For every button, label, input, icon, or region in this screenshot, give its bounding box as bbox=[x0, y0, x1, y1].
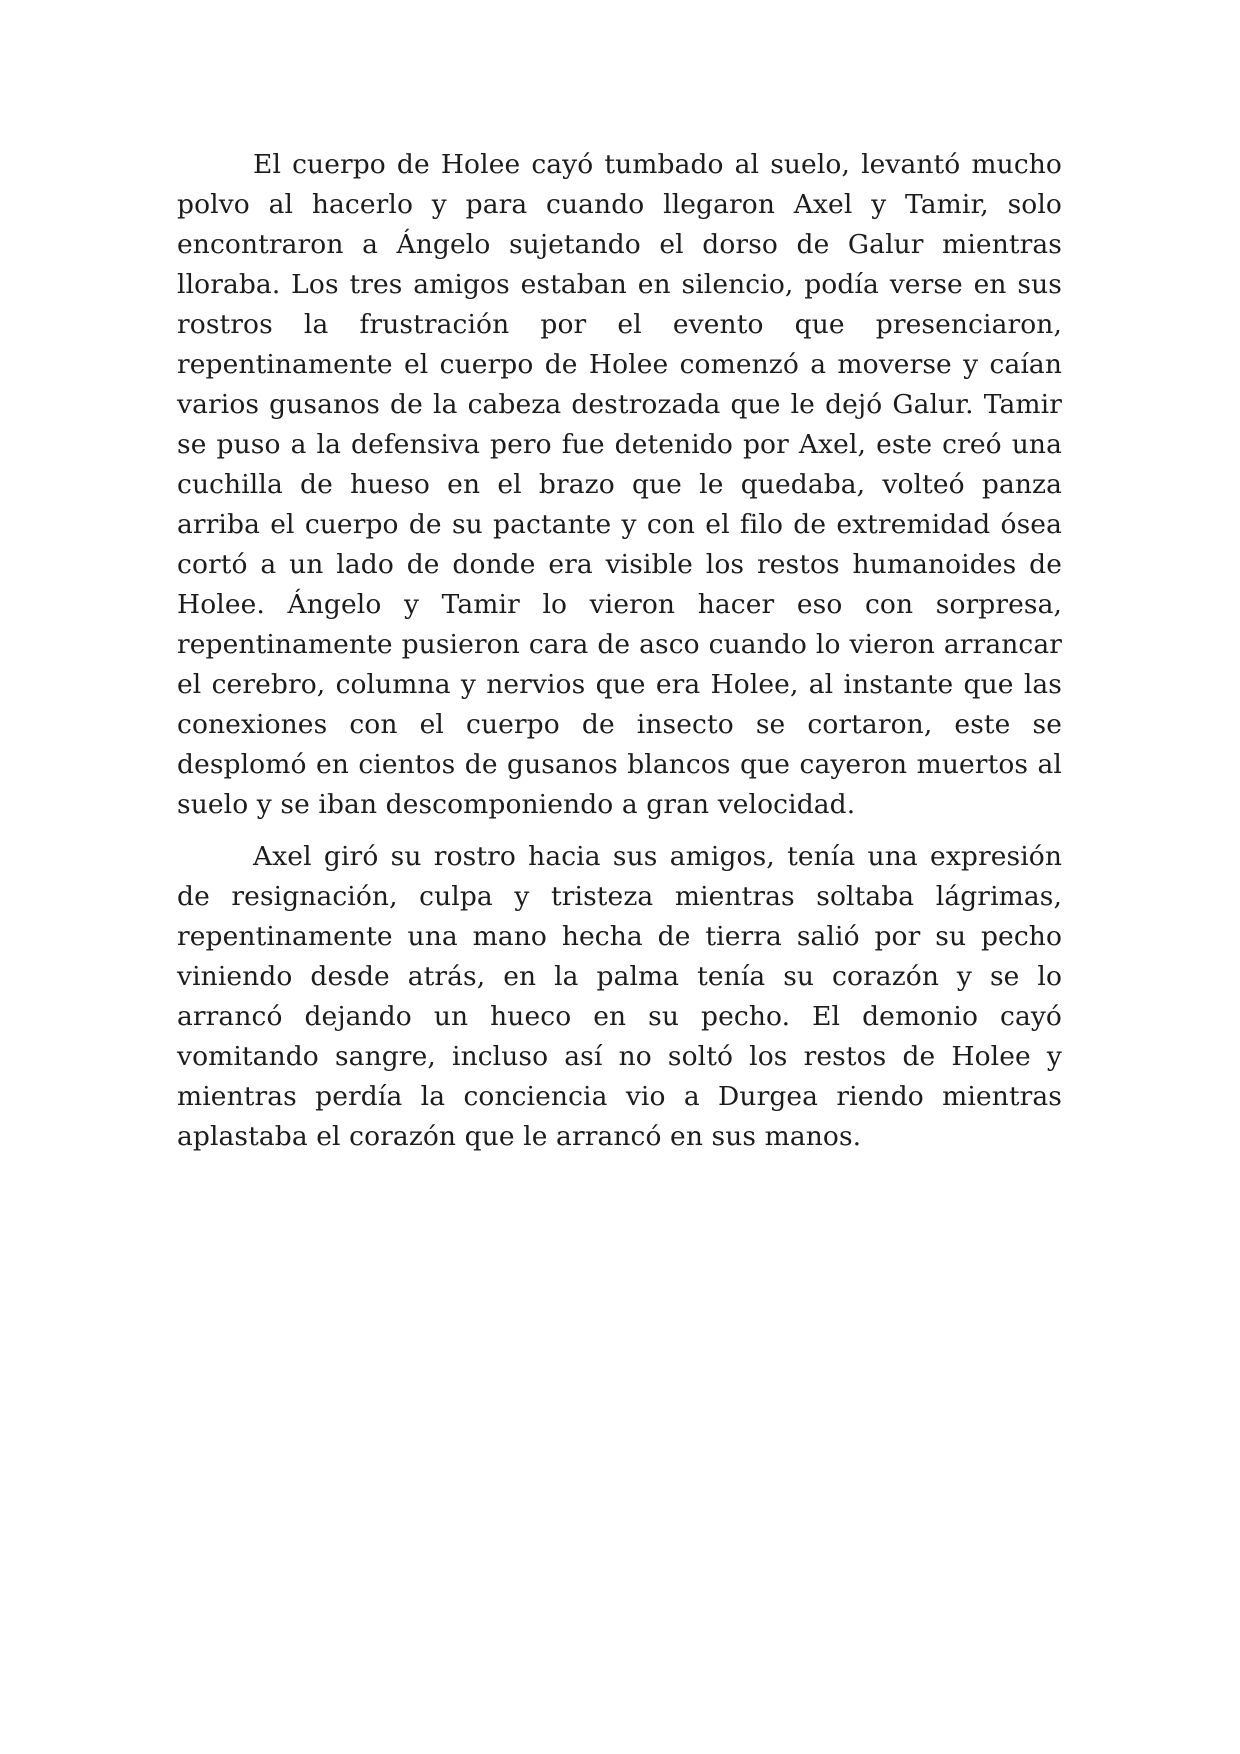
paragraph-2: Axel giró su rostro hacia sus amigos, tenía una expresión de resignación, culpa y tristeza mientras soltaba lágrimas, repentinamente una mano hecha de tierra salió por su pecho viniendo desde atrás, en la palma tenía su corazón y se lo arrancó dejando un hueco en su pecho. El demonio cayó vomitando sangre, incluso así no soltó los restos de Holee y mientras perdía la conciencia vio a Durgea riendo mientras aplastaba el corazón que le arrancó en sus manos. bbox=[177, 841, 1062, 1152]
body-text bbox=[177, 145, 1062, 1169]
paragraph-1: El cuerpo de Holee cayó tumbado al suelo, levantó mucho polvo al hacerlo y para cuando llegaron Axel y Tamir, solo encontraron a Ángelo sujetando el dorso de Galur mientras lloraba. Los tres amigos estaban en silencio, podía verse en sus rostros la frustración por el evento que presenciaron, repentinamente el cuerpo de Holee comenzó a moverse y caían varios gusanos de la cabeza destrozada que le dejó Galur. Tamir se puso a la defensiva pero fue detenido por Axel, este creó una cuchilla de hueso en el brazo que le quedaba, volteó panza arriba el cuerpo de su pactante y con el filo de extremidad ósea cortó a un lado de donde era visible los restos humanoides de Holee. Ángelo y Tamir lo vieron hacer eso con sorpresa, repentinamente pusieron cara de asco cuando lo vieron arrancar el cerebro, columna y nervios que era Holee, al instante que las conexiones con el cuerpo de insecto se cortaron, este se desplomó en cientos de gusanos blancos que cayeron muertos al suelo y se iban descomponiendo a gran velocidad. bbox=[177, 149, 1062, 820]
